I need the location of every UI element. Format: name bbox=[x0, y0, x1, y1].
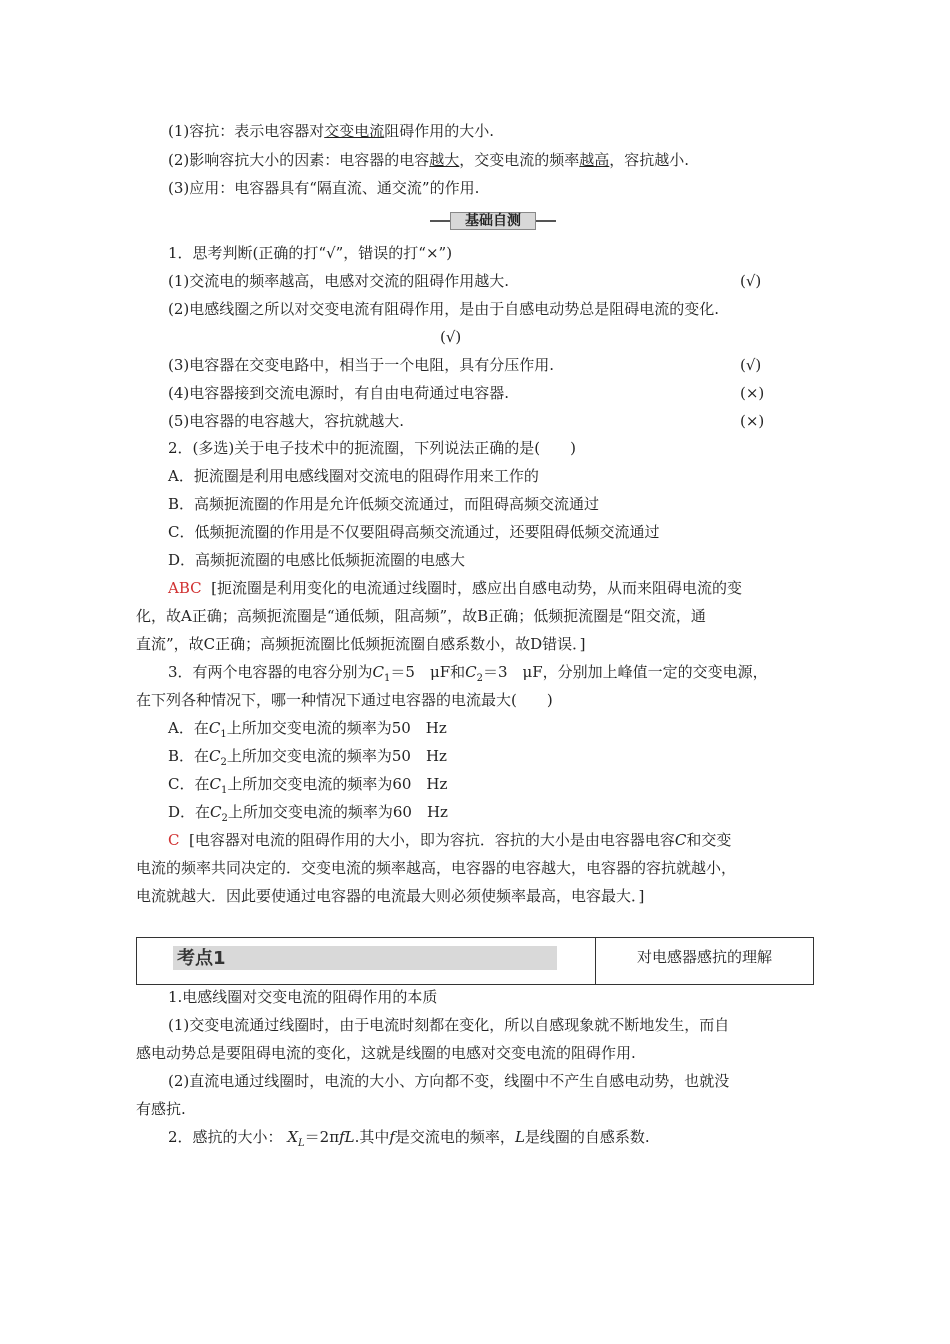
kaodian-header bbox=[136, 937, 814, 985]
question-3-option-b: B．在$C_2$上所加交变电流的频率为50 Hz bbox=[168, 747, 447, 768]
judgement-mark-5: (×) bbox=[740, 412, 765, 430]
question-2-explanation: ABC [扼流圈是利用变化的电流通过线圈时，感应出自感电动势，从而来阻碍电流的变 bbox=[168, 579, 743, 597]
section-1-title: 1.电感线圈对交变电流的阻碍作用的本质 bbox=[168, 988, 438, 1006]
capacitor-application: (3)应用：电容器具有“隔直流、通交流”的作用. bbox=[168, 179, 480, 197]
kaodian-badge: 考点1 bbox=[177, 948, 226, 969]
judgement-item-1: (1)交流电的频率越高，电感对交流的阻碍作用越大. bbox=[168, 272, 510, 290]
section-1-para-2-cont: 有感抗. bbox=[136, 1100, 186, 1118]
question-2-option-a: A．扼流圈是利用电感线圈对交流电的阻碍作用来工作的 bbox=[168, 467, 539, 485]
judgement-mark-3: (√) bbox=[740, 356, 762, 374]
question-3-explanation: C [电容器对电流的阻碍作用的大小，即为容抗．容抗的大小是由电容器电容C和交变 bbox=[168, 831, 732, 849]
question-2-stem: 2．(多选)关于电子技术中的扼流圈，下列说法正确的是( ) bbox=[168, 439, 576, 457]
judgement-item-5: (5)电容器的电容越大，容抗就越大. bbox=[168, 412, 405, 430]
question-3-option-d: D．在$C_2$上所加交变电流的频率为60 Hz bbox=[168, 803, 448, 824]
question-2-explanation-2: 化，故A正确；高频扼流圈是“通低频，阻高频”，故B正确；低频扼流圈是“阻交流，通 bbox=[136, 607, 706, 625]
question-2-option-b: B．高频扼流圈的作用是允许低频交流通过，而阻碍高频交流通过 bbox=[168, 495, 600, 513]
section-1-para-2: (2)直流电通过线圈时，电流的大小、方向都不变，线圈中不产生自感电动势，也就没 bbox=[168, 1072, 730, 1090]
judgement-mark-1: (√) bbox=[740, 272, 762, 290]
judgement-mark-2: (√) bbox=[440, 328, 462, 346]
question-3-explanation-2: 电流的频率共同决定的．交变电流的频率越高，电容器的电容越大，电容器的容抗就越小， bbox=[136, 859, 737, 877]
judgement-item-3: (3)电容器在交变电路中，相当于一个电阻，具有分压作用. bbox=[168, 356, 555, 374]
question-2-option-c: C．低频扼流圈的作用是不仅要阻碍高频交流通过，还要阻碍低频交流通过 bbox=[168, 523, 660, 541]
question-3-answer: C bbox=[168, 831, 180, 849]
question-2-explanation-3: 直流”，故C正确；高频扼流圈比低频扼流圈自感系数小，故D错误．] bbox=[136, 635, 586, 653]
question-3-option-a: A．在$C_1$上所加交变电流的频率为50 Hz bbox=[168, 719, 447, 740]
question-2-option-d: D．高频扼流圈的电感比低频扼流圈的电感大 bbox=[168, 551, 466, 569]
section-1-para-1-cont: 感电动势总是要阻碍电流的变化，这就是线圈的电感对交变电流的阻碍作用. bbox=[136, 1044, 636, 1062]
question-3-stem: 3．有两个电容器的电容分别为$C_1=5$ μF和$C_2=3$ μF，分别加上峰值一定的交变电源， bbox=[168, 663, 768, 684]
question-3-stem-2: 在下列各种情况下，哪一种情况下通过电容器的电流最大( ) bbox=[136, 691, 553, 709]
question-2-answer: ABC bbox=[168, 579, 202, 597]
judgement-mark-4: (×) bbox=[740, 384, 765, 402]
question-1-title: 1．思考判断(正确的打“√”，错误的打“×”) bbox=[168, 244, 453, 262]
inductive-reactance-formula: 2．感抗的大小： $X_L=2\pi fL$.其中f是交流电的频率，L是线圈的自感系数. bbox=[168, 1128, 650, 1149]
capacitive-reactance-definition: (1)容抗：表示电容器对交变电流阻碍作用的大小. bbox=[168, 122, 495, 140]
judgement-item-2: (2)电感线圈之所以对交变电流有阻碍作用，是由于自感电动势总是阻碍电流的变化. bbox=[168, 300, 720, 318]
reactance-factors: (2)影响容抗大小的因素：电容器的电容越大，交变电流的频率越高，容抗越小. bbox=[168, 151, 690, 169]
kaodian-title: 对电感器感抗的理解 bbox=[636, 948, 772, 966]
question-3-option-c: C．在$C_1$上所加交变电流的频率为60 Hz bbox=[168, 775, 448, 796]
judgement-item-4: (4)电容器接到交流电源时，有自由电荷通过电容器. bbox=[168, 384, 510, 402]
section-1-para-1: (1)交变电流通过线圈时，由于电流时刻都在变化，所以自感现象就不断地发生，而自 bbox=[168, 1016, 730, 1034]
section-banner-label: 基础自测 bbox=[450, 212, 536, 230]
section-banner bbox=[430, 212, 556, 230]
question-3-explanation-3: 电流就越大．因此要使通过电容器的电流最大则必须使频率最高，电容最大．] bbox=[136, 887, 645, 905]
